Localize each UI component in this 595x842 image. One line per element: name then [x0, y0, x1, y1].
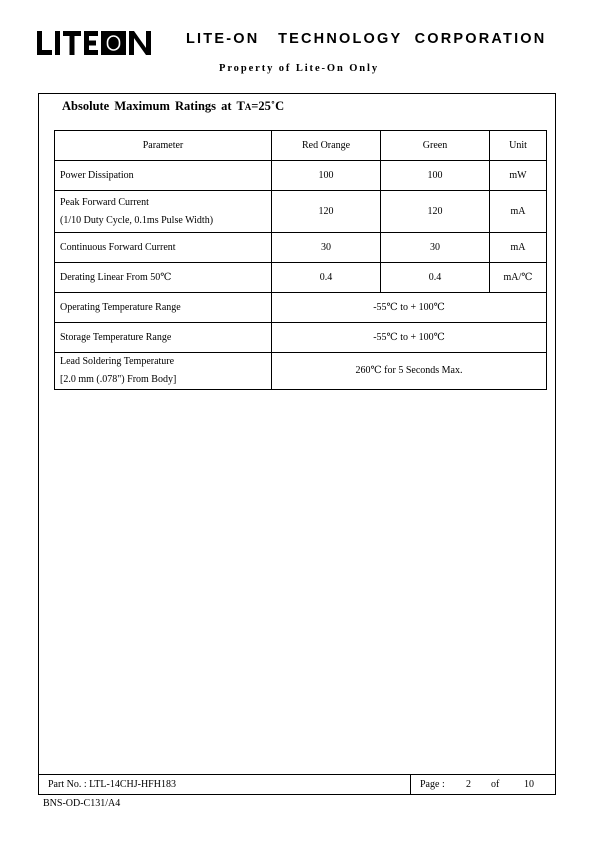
param-line: [2.0 mm (.078") From Body]	[60, 374, 177, 385]
green-cell: 100	[381, 161, 490, 191]
param-line: Operating Temperature Range	[60, 301, 181, 313]
param-cell	[55, 263, 272, 293]
merged-value-cell: 260℃ for 5 Seconds Max.	[272, 353, 547, 390]
param-line: Derating Linear From 50℃	[60, 271, 172, 283]
param-cell	[55, 161, 272, 191]
green-cell: 30	[381, 233, 490, 263]
unit-cell: mW	[490, 161, 547, 191]
param-line: Storage Temperature Range	[60, 331, 172, 343]
param-line: Continuous Forward Current	[60, 241, 176, 253]
unit-cell: mA	[490, 191, 547, 233]
param-line: Power Dissipation	[60, 169, 134, 181]
document-code: BNS-OD-C131/A4	[43, 798, 121, 809]
liteon-logo	[37, 30, 151, 56]
header-green: Green	[381, 131, 490, 161]
part-number: Part No. : LTL-14CHJ-HFH183	[48, 779, 176, 790]
table-row	[55, 263, 547, 293]
unit-cell: mA/℃	[490, 263, 547, 293]
header-red-orange: Red Orange	[272, 131, 381, 161]
page-of-label: of	[491, 779, 500, 790]
red-orange-cell: 30	[272, 233, 381, 263]
page-total: 10	[524, 779, 534, 790]
param-cell	[55, 233, 272, 263]
section-title	[62, 99, 284, 114]
property-notice: Property of Lite-On Only	[219, 63, 380, 74]
table-row	[55, 161, 547, 191]
footer-divider	[410, 775, 411, 794]
param-cell	[55, 323, 272, 353]
table-row	[55, 353, 547, 390]
table-row	[55, 191, 547, 233]
unit-cell: mA	[490, 233, 547, 263]
green-cell: 120	[381, 191, 490, 233]
param-cell	[55, 293, 272, 323]
table-row	[55, 323, 547, 353]
company-name: LITE-ON TECHNOLOGY CORPORATION	[186, 31, 547, 47]
param-cell	[55, 191, 272, 233]
table-row	[55, 233, 547, 263]
page-label: Page :	[420, 779, 445, 790]
merged-value-cell: -55℃ to + 100℃	[272, 293, 547, 323]
footer-bar	[38, 774, 556, 795]
table-row	[55, 293, 547, 323]
param-line: (1/10 Duty Cycle, 0.1ms Pulse Width)	[60, 214, 214, 226]
red-orange-cell: 120	[272, 191, 381, 233]
green-cell: 0.4	[381, 263, 490, 293]
param-line: Lead Soldering Temperature	[60, 356, 175, 367]
section-title-prefix: Absolute Maximum Ratings at T	[62, 99, 245, 113]
red-orange-cell: 100	[272, 161, 381, 191]
table-header-row	[55, 131, 547, 161]
header-parameter: Parameter	[55, 131, 272, 161]
param-line: Peak Forward Current	[60, 196, 149, 208]
merged-value-cell: -55℃ to + 100℃	[272, 323, 547, 353]
header-unit: Unit	[490, 131, 547, 161]
section-title-suffix: =25˚C	[251, 99, 285, 113]
param-cell	[55, 353, 272, 390]
ratings-table	[54, 130, 547, 390]
red-orange-cell: 0.4	[272, 263, 381, 293]
page-number: 2	[466, 779, 471, 790]
section-title-subscript: A	[244, 102, 252, 112]
